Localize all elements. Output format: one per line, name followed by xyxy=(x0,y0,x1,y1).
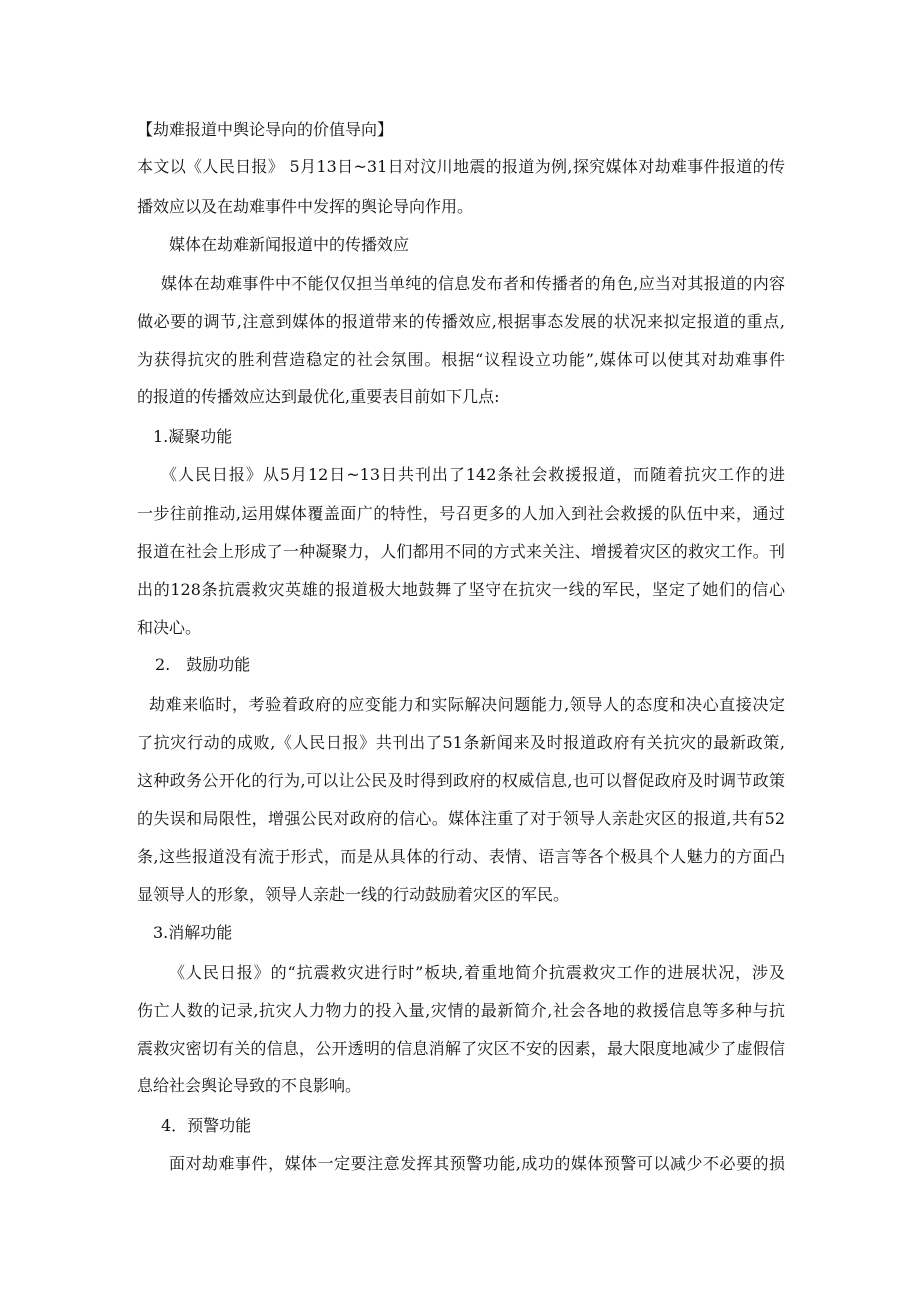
text-line: 报道在社会上形成了一种凝聚力，人们都用不同的方式来关注、增援着灾区的救灾工作。刊 xyxy=(137,542,785,561)
text-line: 《人民日报》从5月12日~13日共刊出了142条社会救援报道，而随着抗灾工作的进 xyxy=(161,465,785,484)
text-line: 震救灾密切有关的信息，公开透明的信息消解了灾区不安的因素，最大限度地减少了虚假信 xyxy=(137,1039,785,1058)
text-line: 2. 鼓励功能 xyxy=(155,655,251,674)
text-line: 的报道的传播效应达到最优化,重要表目前如下几点: xyxy=(137,387,500,406)
text-line: 媒体在劫难事件中不能仅仅担当单纯的信息发布者和传播者的角色,应当对其报道的内容 xyxy=(161,274,785,293)
text-line: 伤亡人数的记录,抗灾人力物力的投入量,灾情的最新简介,社会各地的救援信息等多种与抗 xyxy=(137,1001,785,1020)
text-line: 出的128条抗震救灾英雄的报道极大地鼓舞了坚守在抗灾一线的军民，坚定了她们的信心 xyxy=(137,580,785,599)
text-line: 这种政务公开化的行为,可以让公民及时得到政府的权威信息,也可以督促政府及时调节政策 xyxy=(137,771,785,790)
text-line: 1.凝聚功能 xyxy=(153,427,233,446)
document-title: 【劫难报道中舆论导向的价值导向】 xyxy=(137,120,394,139)
text-line: 劫难来临时，考验着政府的应变能力和实际解决问题能力,领导人的态度和决心直接决定 xyxy=(149,695,785,714)
text-line: 显领导人的形象，领导人亲赴一线的行动鼓励着灾区的军民。 xyxy=(137,885,570,904)
text-line: 了抗灾行动的成败,《人民日报》共刊出了51条新闻来及时报道政府有关抗灾的最新政策, xyxy=(137,733,785,752)
text-line: 媒体在劫难新闻报道中的传播效应 xyxy=(169,235,410,254)
text-line: 4．预警功能 xyxy=(161,1116,252,1135)
text-line: 和决心。 xyxy=(137,618,202,637)
text-line: 为获得抗灾的胜利营造稳定的社会氛围。根据“议程设立功能”,媒体可以使其对劫难事件 xyxy=(137,350,785,369)
text-line: 3.消解功能 xyxy=(153,923,233,942)
text-line: 做必要的调节,注意到媒体的报道带来的传播效应,根据事态发展的状况来拟定报道的重点, xyxy=(137,312,785,331)
text-line: 本文以《人民日报》 5月13日~31日对汶川地震的报道为例,探究媒体对劫难事件报道的传 xyxy=(137,157,785,176)
text-line: 面对劫难事件，媒体一定要注意发挥其预警功能,成功的媒体预警可以减少不必要的损 xyxy=(169,1154,785,1173)
text-line: 条,这些报道没有流于形式，而是从具体的行动、表情、语言等各个极具个人魅力的方面凸 xyxy=(137,847,785,866)
text-line: 息给社会舆论导致的不良影响。 xyxy=(137,1076,362,1095)
text-line: 的失误和局限性，增强公民对政府的信心。媒体注重了对于领导人亲赴灾区的报道,共有52 xyxy=(137,809,785,828)
text-line: 《人民日报》的“抗震救灾进行时”板块,着重地简介抗震救灾工作的进展状况，涉及 xyxy=(169,963,785,982)
text-line: 播效应以及在劫难事件中发挥的舆论导向作用。 xyxy=(137,197,474,216)
text-line: 一步往前推动,运用媒体覆盖面广的特性，号召更多的人加入到社会救援的队伍中来，通过 xyxy=(137,504,785,523)
